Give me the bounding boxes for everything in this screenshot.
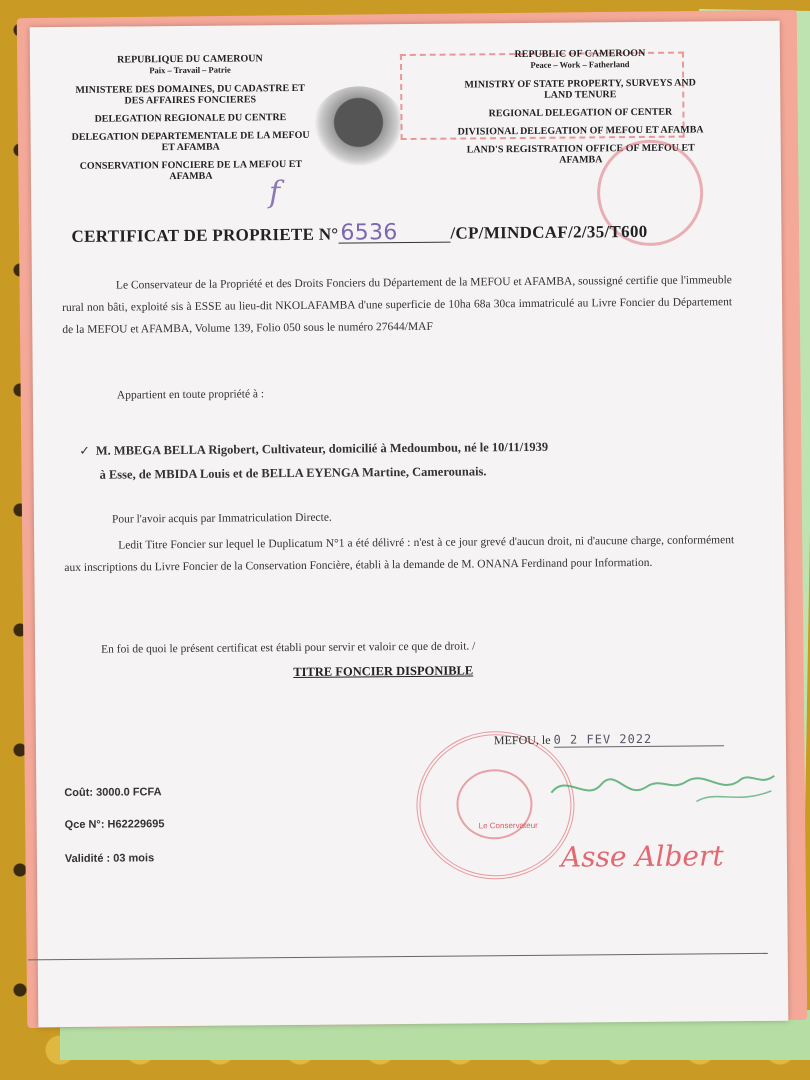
ministry-emblem-icon: [312, 86, 405, 167]
validity-period: Validité : 03 mois: [64, 852, 155, 866]
owner-block: [79, 433, 749, 487]
handwritten-f-mark: f: [268, 175, 281, 211]
title-prefix: CERTIFICAT DE PROPRIETE N°: [71, 224, 339, 246]
paragraph-belongs-to: Appartient en toute propriété à :: [116, 388, 265, 402]
paragraph-acquisition: Pour l'avoir acquis par Immatriculation Directe.: [111, 511, 332, 526]
issue-place: MEFOU, le: [493, 732, 551, 748]
certificate-document: [30, 21, 789, 1028]
issue-date-stamp: 0 2 FEV 2022: [553, 731, 723, 747]
footer-divider: [28, 953, 768, 960]
fee-amount: Coût: 3000.0 FCFA: [64, 786, 162, 800]
conservation-fr: CONSERVATION FONCIERE DE LA MEFOU ET AFAMBA: [79, 158, 303, 183]
handwritten-signature: [546, 761, 776, 813]
title-suffix: /CP/MINDCAF/2/35/T600: [450, 221, 648, 243]
signatory-name: Asse Albert: [560, 839, 724, 874]
regional-en: REGIONAL DELEGATION OF CENTER: [488, 106, 673, 120]
ministry-fr: MINISTERE DES DOMAINES, DU CADASTRE ET DES AFFAIRES FONCIERES: [75, 82, 305, 107]
check-icon: ✓: [79, 443, 90, 458]
receipt-number: Qce N°: H62229695: [64, 818, 165, 832]
issue-date-line: [494, 731, 724, 748]
country-en: REPUBLIC OF CAMEROON: [514, 47, 646, 61]
paragraph-property-description: Le Conservateur de la Propriété et des Droits Fonciers du Département de la MEFOU et AFAMBA, soussigné certifie que l'immeuble rural non bâti, exploité sis à ESSE au lieu-dit NKOLAFAMBA d'une superficie de 10ha 68a 30ca immatriculé au Livre Foncier du Département de la MEFOU et AFAMBA, Volume 139, Folio 050 sous le numéro 27644/MAF: [62, 274, 733, 337]
paragraph-encumbrances: Ledit Titre Foncier sur lequel le Duplicatum N°1 a été délivré : n'est à ce jour grevé d'aucun droit, ni d'aucune charge, conformément aux inscriptions du Livre Foncier de la Conservation Foncière, établi à la demande de M. ONANA Ferdinand pour Information.: [64, 534, 735, 575]
divisional-fr: DELEGATION DEPARTEMENTALE DE LA MEFOU ET AFAMBA: [71, 129, 310, 154]
paragraph-attestation: En foi de quoi le présent certificat est établi pour servir et valoir ce que de droit. /: [101, 640, 476, 656]
country-fr: REPUBLIQUE DU CAMEROUN: [117, 53, 263, 66]
motto-en: Peace – Work – Fatherland: [530, 59, 630, 70]
motto-fr: Paix – Travail – Patrie: [149, 64, 231, 76]
ministry-en: MINISTRY OF STATE PROPERTY, SURVEYS AND LAND TENURE: [464, 77, 696, 101]
regional-fr: DELEGATION REGIONALE DU CENTRE: [94, 112, 287, 125]
title-available-status: TITRE FONCIER DISPONIBLE: [293, 663, 474, 680]
header-left-french: [70, 53, 311, 183]
seal-label: Le Conservateur: [478, 820, 538, 831]
registration-en: LAND'S REGISTRATION OFFICE OF MEFOU ET AFAMBA: [466, 142, 695, 166]
divisional-en: DIVISIONAL DELEGATION OF MEFOU ET AFAMBA: [457, 124, 704, 138]
certificate-number: 6536: [338, 224, 450, 244]
owner-line-2: à Esse, de MBIDA Louis et de BELLA EYENGA Martine, Camerounais.: [99, 464, 487, 482]
owner-line-1: M. MBEGA BELLA Rigobert, Cultivateur, domicilié à Medoumbou, né le 10/11/1939: [95, 439, 549, 458]
